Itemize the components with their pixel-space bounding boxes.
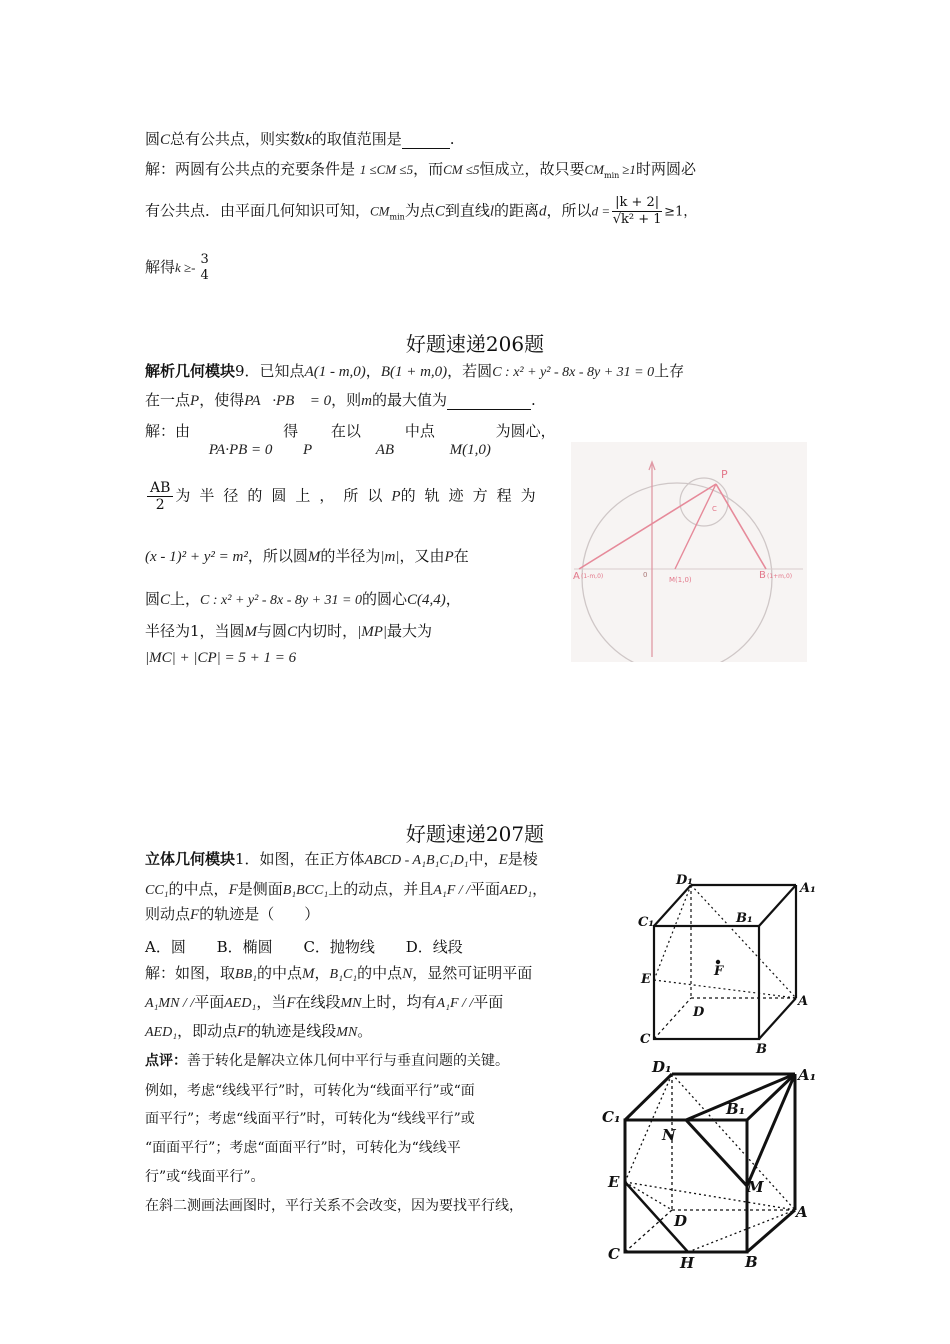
math: P [444,549,454,565]
text: ，显然可证明平面 [412,964,533,982]
math: m [361,393,372,409]
edge-ba [759,998,796,1039]
solution-206-line4 [145,588,461,609]
math: C [160,132,171,148]
label-b-coord: (1+m,0) [767,573,793,580]
text: ，若圆 [447,362,493,380]
math: C [434,203,445,220]
math: F [286,995,296,1011]
label-a: A [573,571,580,582]
text: 为圆心， [495,422,556,440]
label-m: M [747,1178,764,1196]
text: 圆 [145,130,161,148]
text: 是棱 [507,850,538,868]
text: 在 [453,547,469,565]
math: |MP| [357,624,387,640]
figure-207-cube-1 [636,868,826,1058]
math: E [498,852,508,868]
solution-206-line3 [145,545,469,566]
solution-205-line3 [145,252,214,284]
text: 解：由 [145,422,191,440]
math: MN [336,1025,358,1040]
math: CM ≤5 [443,162,480,177]
numerator: 3 [200,252,209,267]
edge-ba [747,1210,795,1252]
comment-line4: “面面平行”；考虑“面面平行”时，可转化为“线线平 [145,1140,461,1156]
math: BB₁ [235,967,257,982]
text: 的半径为 [320,547,381,565]
cube-2-labels [602,1058,816,1272]
solution-206-line2 [145,480,545,513]
text: 的取值范围是 [311,130,402,148]
module-label: 解析几何模块 [145,362,236,380]
math: C : x² + y² - 8x - 8y + 31 = 0 [200,593,362,608]
math: CM [584,162,604,177]
text: 上， [170,590,201,608]
problem-206-line2 [145,389,536,410]
edge-cd [625,1210,672,1252]
solution-207-line1 [145,962,532,983]
text: ，所以圆 [247,547,308,565]
label-a: A [798,994,809,1009]
text: ，而 [413,160,444,178]
text: 在一点 [145,391,191,409]
text: ，当 [256,993,287,1011]
math: CM [370,203,390,219]
option-d: D．线段 [405,938,463,956]
numerator: |k + 2| [612,195,662,212]
option-a: A．圆 [145,938,186,956]
solution-207-line3 [145,1020,372,1041]
subscript: min [389,212,405,222]
math: AED₁ [224,996,257,1011]
problem-207-line2 [145,878,547,899]
math: l [489,203,495,220]
math: ABCD - A₁B₁C₁D₁ [364,853,469,868]
answer-blank [447,391,531,410]
denominator: 4 [200,268,209,283]
option-c: C．抛物线 [303,938,375,956]
edge-c1d1 [625,1074,672,1120]
label-d: D [674,1212,688,1230]
label-origin: 0 [643,571,648,579]
label-d1: D₁ [652,1058,672,1076]
cube-1-labels [638,873,816,1057]
label-f: F [714,964,724,979]
math: (x - 1)² + y² = m² [145,549,248,565]
comment-line1 [145,1050,509,1070]
math: C(4,4) [406,592,446,608]
edge-cd [654,998,691,1039]
label-c: C [640,1032,651,1047]
label-a1: A₁ [798,1066,817,1084]
math: CC₁ [145,883,169,898]
text: ，又由 [399,547,445,565]
denominator: √k² + 1 [612,212,662,227]
line-ea [625,1182,795,1210]
text: 解：如图，取 [145,964,236,982]
comment-line6: 在斜二测画法画图时，平行关系不会改变，因为要找平行线， [145,1198,523,1214]
numerator: AB [147,480,173,497]
answer-blank [402,130,450,149]
text: 中， [468,850,499,868]
text: 的轨迹是（ ） [199,905,320,923]
figure-207-cube-2 [600,1052,830,1272]
math: 1 ≤CM ≤5 [359,162,414,177]
math: C [160,592,171,608]
text: ，所以 [546,201,592,220]
comment-line3: 面平行”；考虑“线面平行”时，可转化为“线线平行”或 [145,1111,475,1127]
text: 的中点， [168,880,229,898]
problem-205-tail [145,128,455,149]
label-e: E [608,1173,620,1191]
text: 为点 [404,201,435,220]
text: 9．已知点 [235,362,305,380]
text: 得 [283,422,299,440]
math: P [190,393,200,409]
text: 最大为 [387,622,433,640]
text: 圆 [145,590,161,608]
label-b1: B₁ [736,911,753,926]
text: 恒成立，故只要 [479,160,585,178]
text: 的中点 [257,964,303,982]
line-ed1 [654,885,691,980]
comment-line5: 行”或“线面平行”。 [145,1169,265,1185]
cube-1-edges [654,885,796,1039]
math: AED₁ [500,883,533,898]
module-label: 立体几何模块 [145,850,236,868]
math: F [228,882,238,898]
fraction [198,252,212,284]
math: k ≥- [175,260,196,275]
text: 内切时， [297,622,358,640]
text: 是侧面 [237,880,283,898]
text: 在线段 [295,993,341,1011]
math: A(1 - m,0) [304,364,366,380]
math: MN [340,996,362,1011]
math: AED₁ [145,1025,178,1040]
text: ，使得 [199,391,245,409]
problem-207-options [145,936,463,957]
option-b: B．椭圆 [216,938,273,956]
math: F [237,1024,247,1040]
cube-2-edges [625,1074,795,1252]
text: ， [445,590,461,608]
section-206-title: 好题速递206题 [405,332,545,356]
text: 的距离 [494,201,540,220]
problem-207-line3 [145,903,319,924]
comment-label: 点评： [145,1053,187,1069]
math: k [305,132,312,148]
solution-206-line1 [145,420,556,458]
text: 上时，均有 [361,993,437,1011]
solution-207-line2 [145,991,503,1012]
text: 上的动点，并且 [328,880,434,898]
text: 半径为1，当圆 [145,622,245,640]
label-b1: B₁ [726,1100,746,1118]
text: ，则 [331,391,362,409]
math: PA⃗·PB⃗ = 0 [244,393,332,409]
text: ， [365,362,381,380]
subscript: min [604,171,620,180]
label-h: H [680,1254,695,1272]
line-ea [654,980,796,998]
text: . [531,391,536,409]
math: A₁F / / [433,883,471,898]
math: ≥1， [664,204,697,220]
text: 为半径的圆上，所以 [175,486,392,505]
text: 的圆心 [361,590,407,608]
text: 与圆 [257,622,288,640]
text: 则动点 [145,905,191,923]
math: M [302,966,315,982]
text: 善于转化是解决立体几何中平行与垂直问题的关键。 [187,1053,509,1069]
text: 到直线 [444,201,490,220]
solution-205-line1 [145,158,696,180]
figure-206-circle-diagram [571,442,807,662]
line-ed [625,1182,672,1210]
label-c: C [712,505,717,513]
label-d1: D₁ [676,873,693,888]
math: A₁MN / / [145,996,195,1011]
text: 1．如图，在正方体 [235,850,365,868]
math: PA·PB = 0 [208,442,273,458]
text: 平面 [194,993,225,1011]
math: C [287,624,298,640]
math: C : x² + y² - 8x - 8y + 31 = 0 [492,365,655,380]
label-b: B [745,1253,758,1271]
text: . [449,130,455,148]
label-b: B [759,570,766,581]
label-n: N [662,1126,676,1144]
text: 的最大值为 [372,391,448,409]
math: ≥1 [622,162,636,177]
edge-c1d1 [654,885,691,926]
text: 的轨迹方程为 [400,486,545,505]
text: 在以 [330,422,361,440]
text: 的中点 [357,964,403,982]
label-m: M(1,0) [669,576,692,584]
label-a-coord: (1-m,0) [581,573,604,580]
edge-b1a1 [747,1074,795,1120]
math: d = [591,203,611,219]
text: 。 [357,1022,373,1040]
math: AB [375,442,395,458]
text: 总有公共点，则实数 [170,130,306,148]
solution-205-line2 [145,195,696,228]
math: M [244,624,258,640]
text: 的轨迹是线段 [246,1022,337,1040]
denominator: 2 [155,497,165,513]
text: ， [314,964,330,982]
label-a1: A₁ [800,881,816,896]
text: 时两圆必 [635,160,696,178]
math: B(1 + m,0) [380,364,448,380]
label-p: P [721,468,728,481]
math: |m| [380,549,400,565]
math: M [307,549,321,565]
text: 平面 [470,880,501,898]
math: B₁BCC₁ [282,883,329,898]
line-ha [688,1210,795,1252]
label-b: B [756,1042,767,1057]
text: 平面 [473,993,504,1011]
edge-b1a1 [759,885,796,926]
fraction [147,480,173,513]
solution-206-line6 [145,648,296,667]
problem-207-line1 [145,848,538,869]
math: M(1,0) [449,442,491,458]
math: |MC| + |CP| = 5 + 1 = 6 [145,650,297,666]
label-d: D [693,1005,705,1020]
text: ， [532,880,548,898]
line-nm [686,1120,747,1186]
text: 中点 [404,422,435,440]
label-c: C [608,1245,620,1263]
line-d1a [672,1074,795,1210]
comment-line2: 例如，考虑“线线平行”时，可转化为“线面平行”或“面 [145,1083,475,1099]
label-e: E [641,972,651,987]
text: 上存 [654,362,685,380]
math: P [302,442,313,458]
math: N [402,966,413,982]
text: 解：两圆有公共点的充要条件是 [145,160,356,178]
label-c1: C₁ [602,1108,621,1126]
solution-206-line5 [145,620,432,641]
text: ，即动点 [177,1022,238,1040]
math: A₁F / / [436,996,474,1011]
text: 解得 [145,258,176,276]
fraction [612,195,662,228]
text: 有公共点．由平面几何知识可知， [145,201,371,220]
label-c1: C₁ [638,915,655,930]
math: F [190,907,200,923]
math: d [539,203,547,220]
math: P [391,488,401,505]
section-207-title: 好题速递207题 [405,822,545,846]
math: B₁C₁ [329,967,358,982]
problem-206-line1 [145,360,684,381]
label-a: A [796,1203,808,1221]
